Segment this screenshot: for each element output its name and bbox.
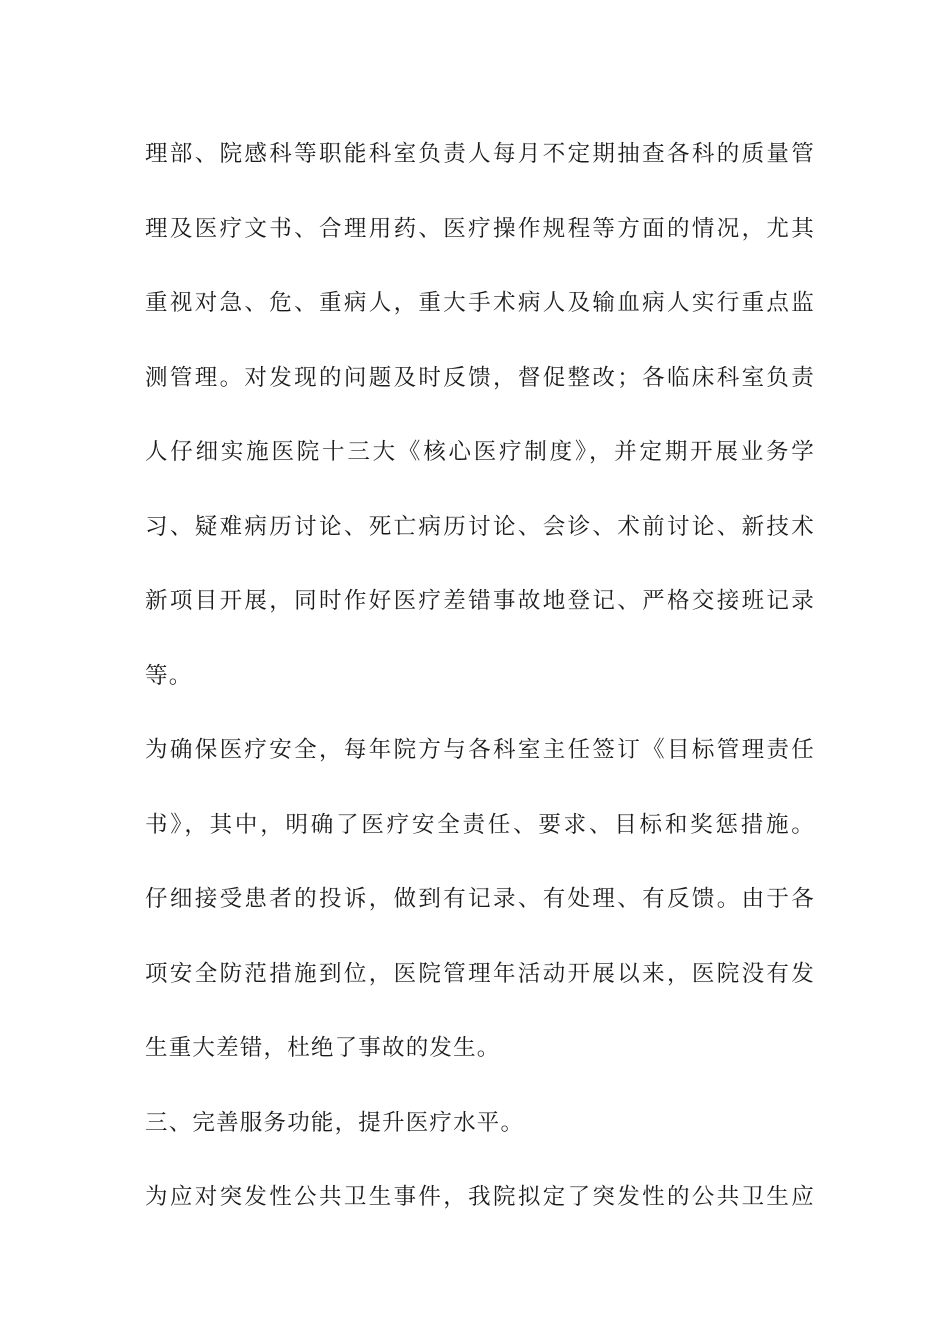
text-line: 新项目开展，同时作好医疗差错事故地登记、严格交接班记录 <box>145 588 815 614</box>
text-line: 等。 <box>145 662 193 689</box>
text-line: 书》，其中，明确了医疗安全责任、要求、目标和奖惩措施。 <box>145 811 815 838</box>
text-line: 理及医疗文书、合理用药、医疗操作规程等方面的情况，尤其 <box>145 215 815 242</box>
text-line: 习、疑难病历讨论、死亡病历讨论、会诊、术前讨论、新技术 <box>145 513 815 540</box>
text-line: 重视对急、危、重病人，重大手术病人及输血病人实行重点监 <box>145 290 815 316</box>
text-line: 三、完善服务功能，提升医疗水平。 <box>145 1109 525 1136</box>
text-line: 理部、院感科等职能科室负责人每月不定期抽查各科的质量管 <box>145 141 815 167</box>
text-line: 仔细接受患者的投诉，做到有记录、有处理、有反馈。由于各 <box>145 886 815 912</box>
document-body <box>145 134 815 1252</box>
text-line: 为确保医疗安全，每年院方与各科室主任签订《目标管理责任 <box>145 737 815 763</box>
text-line: 项安全防范措施到位，医院管理年活动开展以来，医院没有发 <box>145 960 815 987</box>
text-line: 生重大差错，杜绝了事故的发生。 <box>145 1035 501 1061</box>
text-line: 为应对突发性公共卫生事件，我院拟定了突发性的公共卫生应 <box>145 1184 815 1210</box>
text-line: 人仔细实施医院十三大《核心医疗制度》，并定期开展业务学 <box>145 439 815 465</box>
text-line: 测管理。对发现的问题及时反馈，督促整改；各临床科室负责 <box>145 364 815 391</box>
